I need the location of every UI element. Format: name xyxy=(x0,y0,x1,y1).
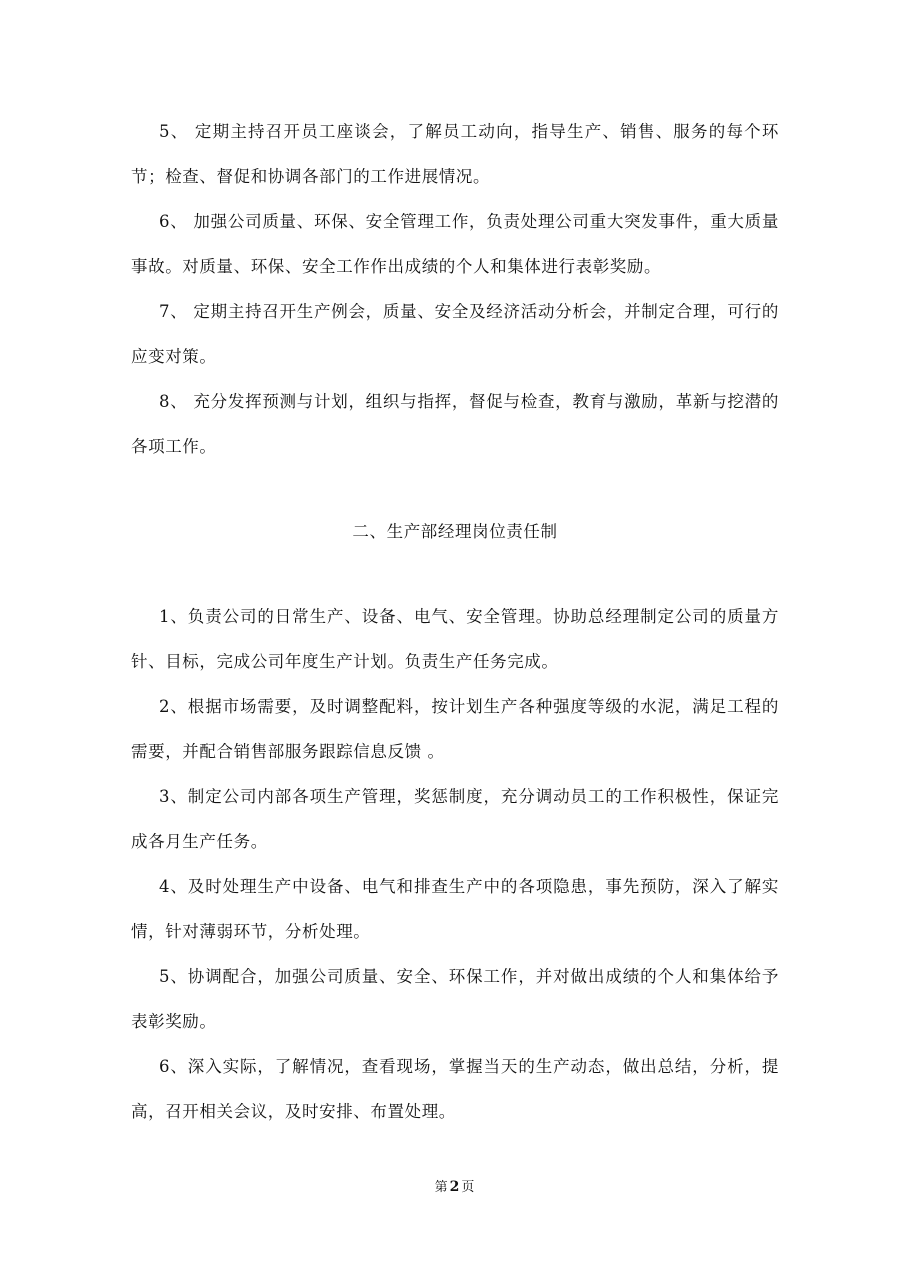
section1-item-6: 6、 加强公司质量、环保、安全管理工作，负责处理公司重大突发事件，重大质量事故。对质量、环保、安全工作作出成绩的个人和集体进行表彰奖励。 xyxy=(131,212,779,276)
section2-item-2: 2、根据市场需要，及时调整配料，按计划生产各种强度等级的水泥，满足工程的需要，并配合销售部服务跟踪信息反馈 。 xyxy=(131,697,779,761)
footer-prefix: 第 xyxy=(434,1180,448,1195)
page-number: 2 xyxy=(449,1179,460,1195)
section1-item-7: 7、 定期主持召开生产例会，质量、安全及经济活动分析会，并制定合理，可行的应变对策。 xyxy=(131,302,779,366)
section2-heading: 二、生产部经理岗位责任制 xyxy=(352,522,558,541)
section2-item-6: 6、深入实际，了解情况，查看现场，掌握当天的生产动态，做出总结，分析，提高，召开相关会议，及时安排、布置处理。 xyxy=(131,1057,779,1121)
section2-item-3: 3、制定公司内部各项生产管理，奖惩制度，充分调动员工的工作积极性，保证完成各月生产任务。 xyxy=(131,787,779,851)
section2-item-1: 1、负责公司的日常生产、设备、电气、安全管理。协助总经理制定公司的质量方针、目标，完成公司年度生产计划。负责生产任务完成。 xyxy=(131,607,779,671)
section2-item-5: 5、协调配合，加强公司质量、安全、环保工作，并对做出成绩的个人和集体给予表彰奖励。 xyxy=(131,967,779,1031)
section2-item-4: 4、及时处理生产中设备、电气和排查生产中的各项隐患，事先预防，深入了解实情，针对薄弱环节，分析处理。 xyxy=(131,877,779,941)
section1-item-8: 8、 充分发挥预测与计划，组织与指挥，督促与检查，教育与激励，革新与挖潜的各项工作。 xyxy=(131,392,779,456)
section1-item-5: 5、 定期主持召开员工座谈会，了解员工动向，指导生产、销售、服务的每个环节；检查、督促和协调各部门的工作进展情况。 xyxy=(131,122,779,186)
page-footer xyxy=(0,1177,909,1198)
footer-suffix: 页 xyxy=(461,1180,475,1195)
